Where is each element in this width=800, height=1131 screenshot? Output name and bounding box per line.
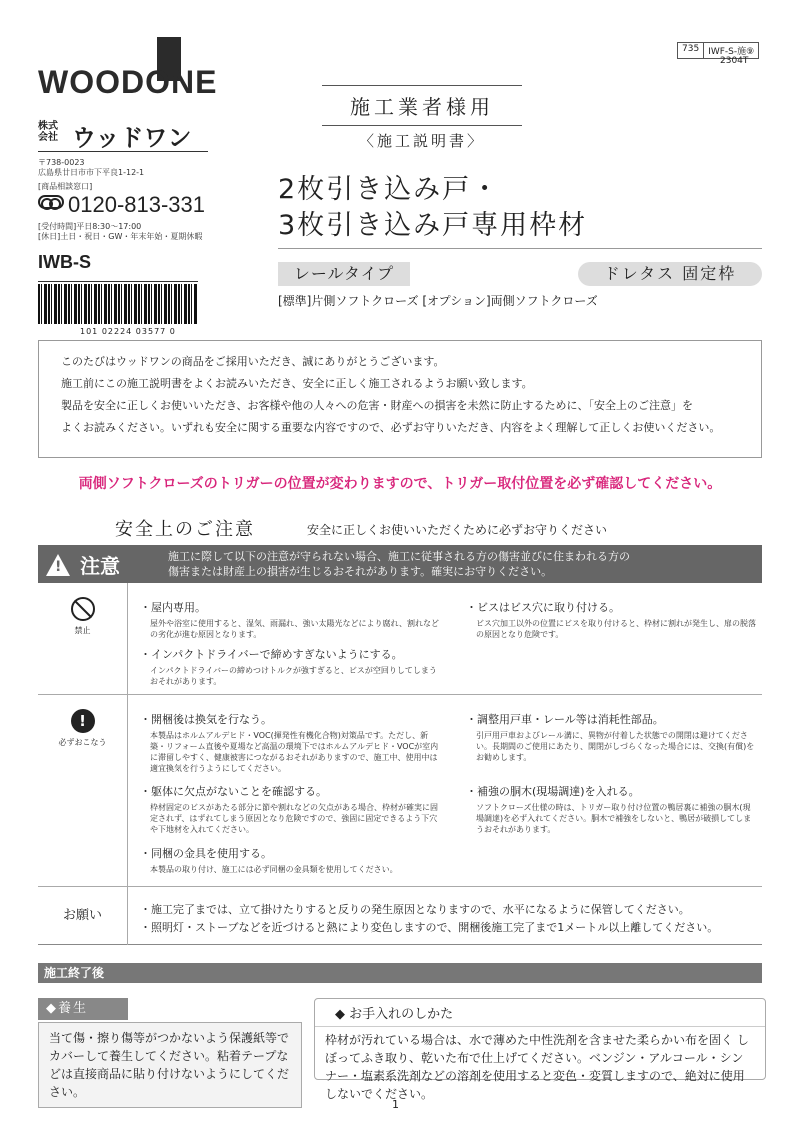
item-body: ソフトクローズ仕様の時は、トリガー取り付け位置の鴨居裏に補強の胴木(現場調達)を必ず入れてください。胴木で補強をしないと、鴨居が破損してしまうおそれがあります。 bbox=[476, 803, 752, 834]
product-code: IWB-S bbox=[38, 252, 198, 282]
address: 広島県廿日市市下平良1-12-1 bbox=[38, 168, 145, 177]
company-name: ウッドワン bbox=[72, 124, 192, 152]
must-do-item bbox=[140, 783, 440, 835]
protection-body: 当て傷・擦り傷等がつかないよう保護紙等でカバーして養生してください。粘着テープなどは直接商品に貼り付けないようにしてください。 bbox=[38, 1022, 302, 1108]
request-item: ・照明灯・ストーブなどを近づけると熱により変色しますので、開梱後施工完了まで1メートル以上離してください。 bbox=[140, 921, 719, 934]
item-body: 屋外や浴室に使用すると、湿気、雨漏れ、強い太陽光などにより腐れ、割れなどの劣化が進む原因となります。 bbox=[150, 619, 439, 639]
maintenance-title: ◆ お手入れのしかた bbox=[315, 999, 765, 1027]
intro-box bbox=[38, 340, 762, 458]
item-heading: ・調整用戸車・レール等は消耗性部品。 bbox=[466, 713, 664, 726]
item-body: インパクトドライバーの締めつけトルクが強すぎると、ビスが空回りしてしまうおそれがあります。 bbox=[150, 666, 437, 686]
caution-description bbox=[168, 549, 748, 579]
barcode bbox=[38, 284, 198, 324]
item-body: ビス穴加工以外の位置にビスを取り付けると、枠材に割れが発生し、扉の脱落の原因となり危険です。 bbox=[476, 619, 756, 639]
item-body: 本製品はホルムアルデヒド・VOC(揮発性有機化合物)対策品です。ただし、新築・リフォーム直後や夏場など高温の環境下ではホルムアルデヒド・VOCが室内に滞留しやすく、健康被害につながるおそれがありますので、施工中、使用中は適宜換気を行うようにしてください。 bbox=[150, 731, 439, 773]
doc-ref-no: 735 bbox=[682, 44, 700, 54]
maintenance-box bbox=[314, 998, 766, 1101]
prohibit-head bbox=[38, 583, 128, 694]
freedial-icon bbox=[38, 195, 64, 209]
must-do-row bbox=[38, 695, 762, 887]
holidays: [休日]土日・祝日・GW・年末年始・夏期休暇 bbox=[38, 232, 203, 241]
title-line-1: 2枚引き込み戸・ bbox=[278, 174, 501, 205]
company-type: 株式会社 bbox=[38, 121, 58, 143]
business-hours: [受付時間]平日8:30〜17:00 bbox=[38, 222, 142, 231]
item-heading: ・同梱の金具を使用する。 bbox=[140, 847, 272, 860]
title-line-2: 3枚引き込み戸専用枠材 bbox=[278, 210, 588, 241]
caution-line: 施工に際して以下の注意が守られない場合、施工に従事される方の傷害並びに住まわれる方の bbox=[168, 550, 630, 563]
item-heading: ・屋内専用。 bbox=[140, 601, 206, 614]
item-body: 引戸用戸車およびレール溝に、異物が付着した状態での開閉は避けてください。長期間のご使用にあたり、開閉がしづらくなった場合には、交換(有償)をお勧めします。 bbox=[476, 731, 755, 762]
after-construction-header: 施工終了後 bbox=[38, 963, 762, 983]
doc-date: 2304T bbox=[720, 56, 749, 66]
item-heading: ・ビスはビス穴に取り付ける。 bbox=[466, 601, 620, 614]
item-body: 本製品の取り付け、施工には必ず同梱の金具類を使用してください。 bbox=[150, 865, 398, 874]
page-number: 1 bbox=[392, 1098, 399, 1111]
barcode-number: 101 02224 03577 0 bbox=[80, 327, 176, 336]
caution-text-label: 注意 bbox=[80, 554, 120, 578]
trigger-alert: 両側ソフトクローズのトリガーの位置が変わりますので、トリガー取付位置を必ず確認してください。 bbox=[78, 476, 722, 492]
prohibit-row bbox=[38, 583, 762, 695]
prohibit-icon bbox=[71, 597, 95, 621]
caution-line: 傷害または財産上の損害が生じるおそれがあります。確実にお守りください。 bbox=[168, 565, 553, 578]
safety-heading: 安全上のご注意 bbox=[115, 519, 255, 540]
intro-line: このたびはウッドワンの商品をご採用いただき、誠にありがとうございます。 bbox=[61, 355, 445, 368]
woodone-logo bbox=[38, 50, 218, 110]
audience-label: 施工業者様用 bbox=[322, 85, 522, 126]
phone-number bbox=[38, 192, 205, 218]
request-row bbox=[38, 887, 762, 945]
company-name-block bbox=[38, 120, 208, 152]
protection-title: ◆養生 bbox=[38, 998, 128, 1020]
intro-line: 施工前にこの施工説明書をよくお読みいただき、安全に正しく施工されるようお願い致します。 bbox=[61, 377, 533, 390]
prohibit-item bbox=[466, 599, 756, 640]
address-block bbox=[38, 158, 144, 192]
must-do-item bbox=[466, 783, 756, 835]
document-title bbox=[278, 172, 762, 249]
prohibit-label: 禁止 bbox=[74, 626, 91, 635]
caution-bar bbox=[38, 545, 762, 583]
must-do-item bbox=[466, 711, 756, 763]
safety-subheading: 安全に正しくお使いいただくために必ずお守りください bbox=[307, 523, 608, 537]
type-tag: レールタイプ bbox=[278, 262, 410, 286]
item-heading: ・躯体に欠点がないことを確認する。 bbox=[140, 785, 327, 798]
frame-tag: ドレタス 固定枠 bbox=[578, 262, 762, 286]
must-do-label: 必ずおこなう bbox=[58, 738, 107, 747]
close-options: [標準]片側ソフトクローズ [オプション]両側ソフトクローズ bbox=[278, 294, 598, 308]
request-label: お願い bbox=[38, 887, 128, 945]
postal-code: 〒738-0023 bbox=[38, 158, 85, 167]
logo-text: WOODONE bbox=[38, 64, 218, 100]
item-heading: ・インパクトドライバーで締めすぎないようにする。 bbox=[140, 648, 403, 661]
request-item: ・施工完了までは、立て掛けたりすると反りの発生原因となりますので、水平になるように保管してください。 bbox=[140, 903, 690, 916]
caution-label bbox=[46, 550, 120, 579]
item-body: 枠材固定のビスがあたる部分に節や割れなどの欠点がある場合、枠材が確実に固定されず、はずれてしまう原因となり危険ですので、強固に固定できるよう下穴や下地材を入れてください。 bbox=[150, 803, 438, 834]
exclamation-icon: ! bbox=[71, 709, 95, 733]
prohibit-item bbox=[140, 646, 440, 687]
maintenance-body: 枠材が汚れている場合は、水で薄めた中性洗剤を含ませた柔らかい布を固く しぼってふき取り、乾いた布で仕上げてください。ベンジン・アルコール・シンナー・塩素系洗剤などの溶剤を使用すると変色・変質しますので、絶対に使用しないでください。 bbox=[325, 1033, 749, 1101]
phone-text: 0120-813-331 bbox=[68, 192, 206, 217]
protection-box bbox=[38, 998, 302, 1099]
intro-line: よくお読みください。いずれも安全に関する重要な内容ですので、必ずお守りいただき、内容をよく理解して正しくお使いください。 bbox=[61, 421, 721, 434]
consult-label: [商品相談窓口] bbox=[38, 182, 93, 191]
hours-block bbox=[38, 222, 202, 242]
prohibit-item bbox=[140, 599, 440, 640]
manual-label: 〈施工説明書〉 bbox=[358, 132, 485, 150]
item-heading: ・開梱後は換気を行なう。 bbox=[140, 713, 272, 726]
item-heading: ・補強の胴木(現場調達)を入れる。 bbox=[466, 785, 640, 798]
must-do-item bbox=[140, 845, 440, 875]
must-do-item bbox=[140, 711, 440, 774]
doc-ref-code: IWF-S-施⑨ bbox=[703, 43, 758, 58]
warning-triangle-icon bbox=[46, 554, 70, 576]
intro-line: 製品を安全に正しくお使いいただき、お客様や他の人々への危害・財産への損害を未然に防止するために、「安全上のご注意」を bbox=[61, 399, 694, 412]
request-items bbox=[140, 901, 750, 937]
safety-table bbox=[38, 583, 762, 945]
must-do-head bbox=[38, 695, 128, 886]
